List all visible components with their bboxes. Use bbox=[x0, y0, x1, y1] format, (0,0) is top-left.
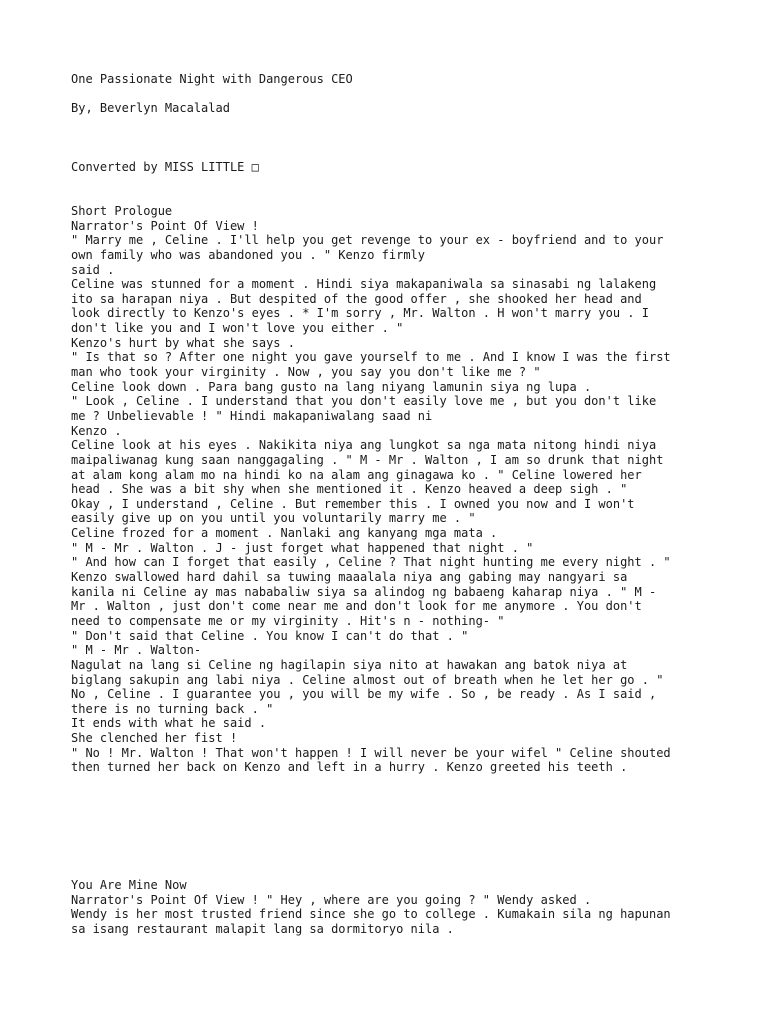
prologue-line: head . She was a bit shy when she mentioned it . Kenzo heaved a deep sigh . " bbox=[71, 482, 628, 497]
prologue-line: Celine look down . Para bang gusto na lang niyang lamunin siya ng lupa . bbox=[71, 379, 592, 394]
prologue-line: Mr . Walton , just don't come near me and don't look for me anymore . You don't bbox=[71, 599, 642, 614]
prologue-line: Celine look at his eyes . Nakikita niya ang lungkot sa nga mata nitong hindi niya bbox=[71, 438, 657, 453]
document-author: By, Beverlyn Macalalad bbox=[71, 101, 230, 115]
prologue-line: maipaliwanag kung saan nanggagaling . " M - Mr . Walton , I am so drunk that night bbox=[71, 452, 664, 467]
chapter-section bbox=[71, 878, 711, 937]
chapter-line: Wendy is her most trusted friend since she go to college . Kumakain sila ng hapunan bbox=[71, 907, 671, 922]
prologue-line: there is no turning back . " bbox=[71, 701, 274, 716]
title-block bbox=[71, 72, 711, 87]
converted-by: Converted by MISS LITTLE □ bbox=[71, 160, 259, 174]
converted-block bbox=[71, 160, 711, 175]
prologue-line: then turned her back on Kenzo and left in a hurry . Kenzo greeted his teeth . bbox=[71, 760, 628, 775]
prologue-line: She clenched her fist ! bbox=[71, 731, 238, 746]
prologue-line: " Marry me , Celine . I'll help you get revenge to your ex - boyfriend and to your bbox=[71, 233, 664, 248]
document-title: One Passionate Night with Dangerous CEO bbox=[71, 72, 353, 86]
chapter-line: sa isang restaurant malapit lang sa dormitoryo nila . bbox=[71, 921, 454, 936]
prologue-line: No , Celine . I guarantee you , you will be my wife . So , be ready . As I said , bbox=[71, 687, 657, 702]
prologue-line: Celine frozed for a moment . Nanlaki ang kanyang mga mata . bbox=[71, 526, 498, 541]
prologue-line: " Look , Celine . I understand that you don't easily love me , but you don't like bbox=[71, 394, 657, 409]
prologue-line: Kenzo . bbox=[71, 423, 122, 438]
prologue-line: ito sa harapan niya . But despited of the good offer , she shooked her head and bbox=[71, 291, 642, 306]
prologue-line: Kenzo swallowed hard dahil sa tuwing maaalala niya ang gabing may nangyari sa bbox=[71, 570, 628, 585]
prologue-line: Narrator's Point Of View ! bbox=[71, 218, 259, 233]
prologue-line: said . bbox=[71, 262, 115, 277]
prologue-line: biglang sakupin ang labi niya . Celine almost out of breath when he let her go . " bbox=[71, 672, 664, 687]
prologue-line: don't like you and I won't love you either . " bbox=[71, 321, 404, 336]
prologue-line: " Is that so ? After one night you gave yourself to me . And I know I was the first bbox=[71, 350, 671, 365]
prologue-line: " M - Mr . Walton . J - just forget what happened that night . " bbox=[71, 540, 534, 555]
prologue-line: at alam kong alam mo na hindi ko na alam ang ginagawa ko . " Celine lowered her bbox=[71, 467, 642, 482]
prologue-line: " No ! Mr. Walton ! That won't happen ! I will never be your wifel " Celine shouted bbox=[71, 745, 671, 760]
author-block bbox=[71, 101, 711, 116]
prologue-line: me ? Unbelievable ! " Hindi makapaniwalang saad ni bbox=[71, 408, 433, 423]
prologue-line: " M - Mr . Walton- bbox=[71, 643, 202, 658]
prologue-line: " Don't said that Celine . You know I can't do that . " bbox=[71, 628, 469, 643]
prologue-line: It ends with what he said . bbox=[71, 716, 267, 731]
prologue-line: kanila ni Celine ay mas nababaliw siya sa alindog ng babaeng kaharap niya . " M - bbox=[71, 584, 657, 599]
chapter-line: You Are Mine Now bbox=[71, 878, 187, 892]
prologue-line: easily give up on you until you voluntarily marry me . " bbox=[71, 511, 476, 526]
prologue-line: man who took your virginity . Now , you say you don't like me ? " bbox=[71, 365, 541, 380]
prologue-line: Kenzo's hurt by what she says . bbox=[71, 335, 295, 350]
prologue-line: own family who was abandoned you . " Kenzo firmly bbox=[71, 247, 426, 262]
prologue-line: Nagulat na lang si Celine ng hagilapin siya nito at hawakan ang batok niya at bbox=[71, 657, 628, 672]
prologue-line: Okay , I understand , Celine . But remember this . I owned you now and I won't bbox=[71, 496, 635, 511]
prologue-line: Celine was stunned for a moment . Hindi siya makapaniwala sa sinasabi ng lalakeng bbox=[71, 277, 657, 292]
chapter-line: Narrator's Point Of View ! " Hey , where are you going ? " Wendy asked . bbox=[71, 892, 592, 907]
prologue-section bbox=[71, 204, 711, 775]
prologue-line: look directly to Kenzo's eyes . * I'm sorry , Mr. Walton . H won't marry you . I bbox=[71, 306, 649, 321]
prologue-line: " And how can I forget that easily , Celine ? That night hunting me every night . " bbox=[71, 555, 671, 570]
prologue-line: Short Prologue bbox=[71, 204, 173, 218]
prologue-line: need to compensate me or my virginity . Hit's n - nothing- " bbox=[71, 613, 505, 628]
